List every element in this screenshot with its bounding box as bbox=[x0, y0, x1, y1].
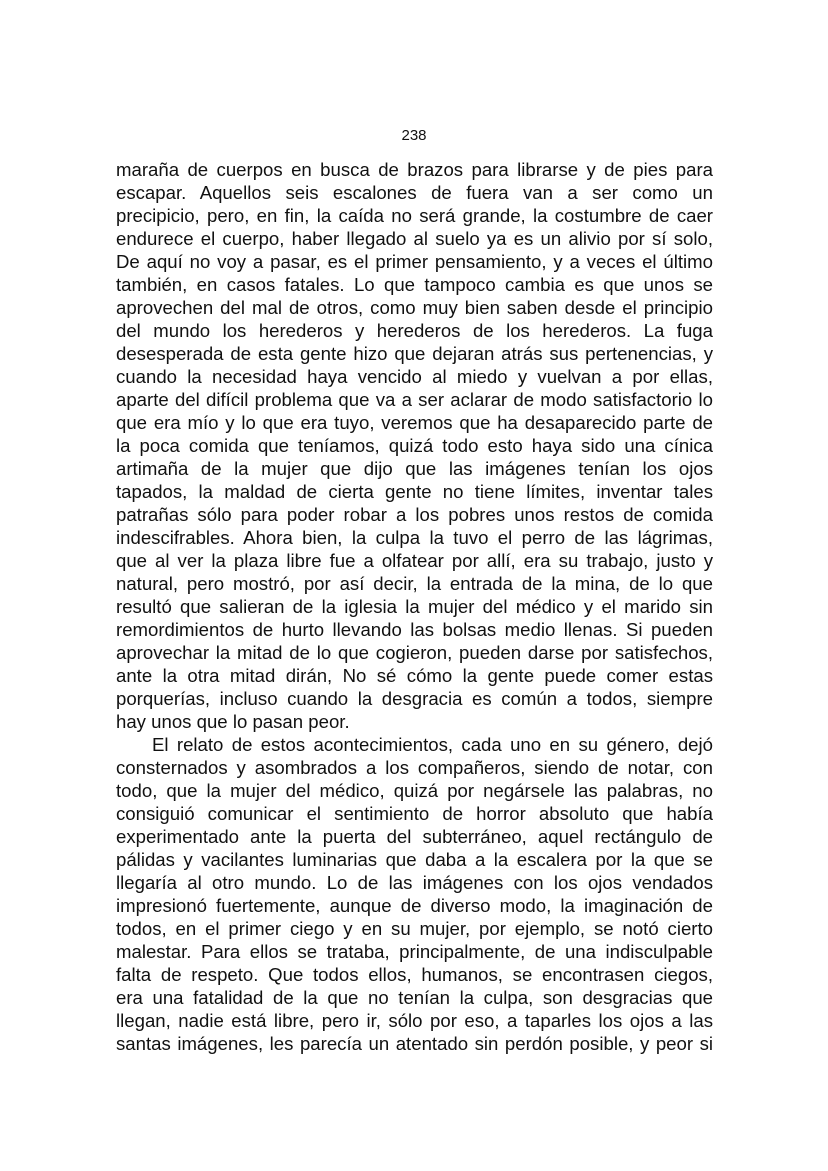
text-line: porquerías, incluso cuando la desgracia es común a todos, siempre bbox=[116, 688, 713, 709]
text-line: que era mío y lo que era tuyo, veremos que ha desaparecido parte de bbox=[116, 412, 713, 433]
body-text bbox=[116, 158, 713, 1055]
text-line: llegaría al otro mundo. Lo de las imágenes con los ojos vendados bbox=[116, 872, 713, 893]
text-line: aprovechar la mitad de lo que cogieron, pueden darse por satisfechos, bbox=[116, 642, 713, 663]
text-line: del mundo los herederos y herederos de los herederos. La fuga bbox=[116, 320, 713, 341]
text-line: la poca comida que teníamos, quizá todo esto haya sido una cínica bbox=[116, 435, 713, 456]
text-line: endurece el cuerpo, haber llegado al suelo ya es un alivio por sí solo, bbox=[116, 228, 713, 249]
text-line: consiguió comunicar el sentimiento de horror absoluto que había bbox=[116, 803, 713, 824]
text-line: natural, pero mostró, por así decir, la entrada de la mina, de lo que bbox=[116, 573, 713, 594]
text-line: artimaña de la mujer que dijo que las imágenes tenían los ojos bbox=[116, 458, 713, 479]
text-line: indescifrables. Ahora bien, la culpa la tuvo el perro de las lágrimas, bbox=[116, 527, 713, 548]
text-line: resultó que salieran de la iglesia la mujer del médico y el marido sin bbox=[116, 596, 713, 617]
text-line: que al ver la plaza libre fue a olfatear por allí, era su trabajo, justo y bbox=[116, 550, 713, 571]
text-line: era una fatalidad de la que no tenían la culpa, son desgracias que bbox=[116, 987, 713, 1008]
text-line: santas imágenes, les parecía un atentado sin perdón posible, y peor si bbox=[116, 1033, 713, 1054]
text-line: llegan, nadie está libre, pero ir, sólo por eso, a taparles los ojos a las bbox=[116, 1010, 713, 1031]
text-line: escapar. Aquellos seis escalones de fuera van a ser como un bbox=[116, 182, 713, 203]
text-line: malestar. Para ellos se trataba, principalmente, de una indisculpable bbox=[116, 941, 713, 962]
text-line: ante la otra mitad dirán, No sé cómo la gente puede comer estas bbox=[116, 665, 713, 686]
text-line: El relato de estos acontecimientos, cada uno en su género, dejó bbox=[152, 734, 713, 755]
text-line: desesperada de esta gente hizo que dejaran atrás sus pertenencias, y bbox=[116, 343, 713, 364]
text-line: pálidas y vacilantes luminarias que daba a la escalera por la que se bbox=[116, 849, 713, 870]
text-line: falta de respeto. Que todos ellos, humanos, se encontrasen ciegos, bbox=[116, 964, 713, 985]
text-line: también, en casos fatales. Lo que tampoco cambia es que unos se bbox=[116, 274, 713, 295]
text-line: tapados, la maldad de cierta gente no tiene límites, inventar tales bbox=[116, 481, 713, 502]
text-line: remordimientos de hurto llevando las bolsas medio llenas. Si pueden bbox=[116, 619, 713, 640]
text-line: cuando la necesidad haya vencido al miedo y vuelvan a por ellas, bbox=[116, 366, 713, 387]
text-line: consternados y asombrados a los compañeros, siendo de notar, con bbox=[116, 757, 713, 778]
text-line: hay unos que lo pasan peor. bbox=[116, 711, 350, 732]
text-line: impresionó fuertemente, aunque de diverso modo, la imaginación de bbox=[116, 895, 713, 916]
text-line: patrañas sólo para poder robar a los pobres unos restos de comida bbox=[116, 504, 713, 525]
text-line: todo, que la mujer del médico, quizá por negársele las palabras, no bbox=[116, 780, 713, 801]
text-line: aprovechen del mal de otros, como muy bien saben desde el principio bbox=[116, 297, 713, 318]
text-line: De aquí no voy a pasar, es el primer pensamiento, y a veces el último bbox=[116, 251, 713, 272]
text-line: experimentado ante la puerta del subterráneo, aquel rectángulo de bbox=[116, 826, 713, 847]
text-line: maraña de cuerpos en busca de brazos para librarse y de pies para bbox=[116, 159, 713, 180]
page-number: 238 bbox=[401, 127, 427, 144]
text-line: todos, en el primer ciego y en su mujer, por ejemplo, se notó cierto bbox=[116, 918, 713, 939]
text-line: precipicio, pero, en fin, la caída no será grande, la costumbre de caer bbox=[116, 205, 713, 226]
text-line: aparte del difícil problema que va a ser aclarar de modo satisfactorio lo bbox=[116, 389, 713, 410]
